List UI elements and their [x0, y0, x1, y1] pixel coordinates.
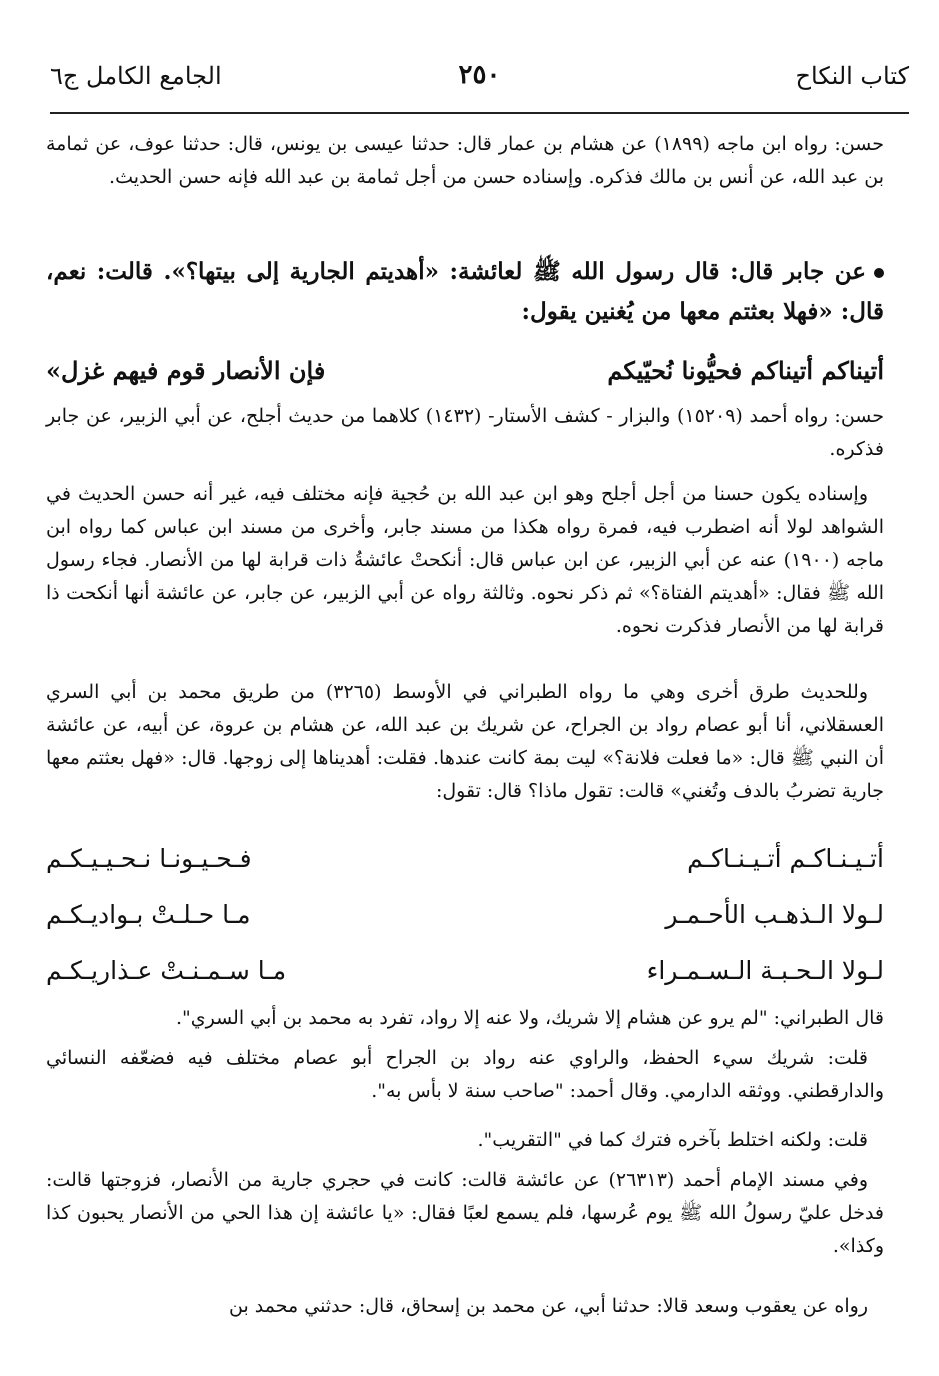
- poem-hemistich-2: فـحـيـونـا نـحـيـيـكـم: [46, 844, 252, 873]
- takhrij-paragraph-2: حسن: رواه أحمد (١٥٢٠٩) والبزار - كشف الأستار- (١٤٣٢) كلاهما من حديث أجلح، عن أبي الزبير، عن جابر فذكره.: [46, 405, 884, 460]
- poem-hemistich-1: لـولا الـذهـب الأحـمـر: [665, 900, 884, 929]
- tabarani-quote: قال الطبراني: "لم يرو عن هشام إلا شريك، ولا عنه إلا رواد، تفرد به محمد بن أبي السري".: [175, 1007, 884, 1029]
- commentary-paragraph-3: قلت: شريك سيء الحفظ، والراوي عنه رواد بن الجراح أبو عصام مختلف فيه فضعّفه النسائي والدارقطني. ووثقه الدارمي. وقال أحمد: "صاحب سنة لا بأس به".: [46, 1047, 884, 1102]
- book-title: كتاب النكاح: [795, 62, 909, 90]
- commentary-paragraph-2: وللحديث طرق أخرى وهي ما رواه الطبراني في الأوسط (٣٢٦٥) من طريق محمد بن أبي السري العسقلاني، أنا أبو عصام رواد بن الجراح، عن شريك بن عبد الله، عن هشام بن عروة، عن أبيه، عن عائشة أن النبي ﷺ قال: «ما فعلت فلانة؟» ليت بمة كانت عندها. فقلت: أهديناها إلى زوجها. قال: «فهل بعثتم معها جارية تضربُ بالدف وتُغني» قالت: تقول ماذا؟ قال: تقول:: [46, 681, 884, 802]
- poem-line: [46, 900, 884, 944]
- collection-title: الجامع الكامل ج٦: [50, 62, 222, 90]
- chain-paragraph: رواه عن يعقوب وسعد قالا: حدثنا أبي، عن محمد بن إسحاق، قال: حدثني محمد بن: [229, 1295, 868, 1317]
- poem-hemistich-2: مـا سـمـنـتْ عـذاريـكـم: [46, 956, 287, 985]
- header-rule: [50, 112, 909, 114]
- commentary-paragraph-1: وإسناده يكون حسنا من أجل أجلح وهو ابن عبد الله بن حُجية فإنه مختلف فيه، غير أنه حسن الحديث في الشواهد لولا أنه اضطرب فيه، فمرة رواه هكذا من مسند جابر، وأخرى من مسند ابن عباس كما رواه ابن ماجه (١٩٠٠) عنه عن أبي الزبير، عن ابن عباس قال: أنكحتْ عائشةُ ذات قرابة لها من الأنصار. فجاء رسول الله ﷺ فقال: «أهديتم الفتاة؟» ثم ذكر نحوه. وثالثة رواه عن أبي الزبير، عن جابر، عن عائشة أنها أنكحت ذا قرابة لها من الأنصار فذكرت نحوه.: [46, 483, 884, 637]
- poem-line: [46, 844, 884, 888]
- hadith-paragraph: [46, 252, 884, 332]
- takhrij-paragraph-1: حسن: رواه ابن ماجه (١٨٩٩) عن هشام بن عمار قال: حدثنا عيسى بن يونس، قال: حدثنا عوف، عن ثمامة بن عبد الله، عن أنس بن مالك فذكره. وإسناده حسن من أجل ثمامة بن عبد الله فإنه حسن الحديث.: [46, 133, 884, 188]
- verse-line: [46, 356, 884, 398]
- musnad-paragraph: وفي مسند الإمام أحمد (٢٦٣١٣) عن عائشة قالت: كانت في حجري جارية من الأنصار، فزوجتها قالت: فدخل عليّ رسولُ الله ﷺ يوم عُرسها، فلم يسمع لعبًا فقال: «يا عائشة إن هذا الحي من الأنصار يحبون كذا وكذا».: [46, 1169, 884, 1257]
- verse-hemistich-2: فإن الأنصار قوم فيهم غزل»: [46, 356, 326, 385]
- poem-line: [46, 956, 884, 1000]
- page-number: ٢٥٠: [458, 60, 501, 90]
- hadith-text: عن جابر قال: قال رسول الله ﷺ لعائشة: «أهديتم الجارية إلى بيتها؟». قالت: نعم، قال: «فهلا بعثتم معها من يُغنين يقول:: [46, 258, 884, 325]
- poem-hemistich-2: مـا حـلـتْ بـواديـكـم: [46, 900, 251, 929]
- page-header: [50, 58, 909, 106]
- poem-hemistich-1: لـولا الـحـبـة الـسـمـراء: [646, 956, 884, 985]
- bullet-icon: [874, 268, 884, 278]
- commentary-paragraph-4: قلت: ولكنه اختلط بآخره فترك كما في "التقريب".: [477, 1129, 868, 1151]
- poem-hemistich-1: أتـيـنـاكـم أتـيـنـاكـم: [687, 844, 884, 873]
- verse-hemistich-1: أتيناكم أتيناكم فحيُّونا نُحيّيكم: [607, 356, 884, 385]
